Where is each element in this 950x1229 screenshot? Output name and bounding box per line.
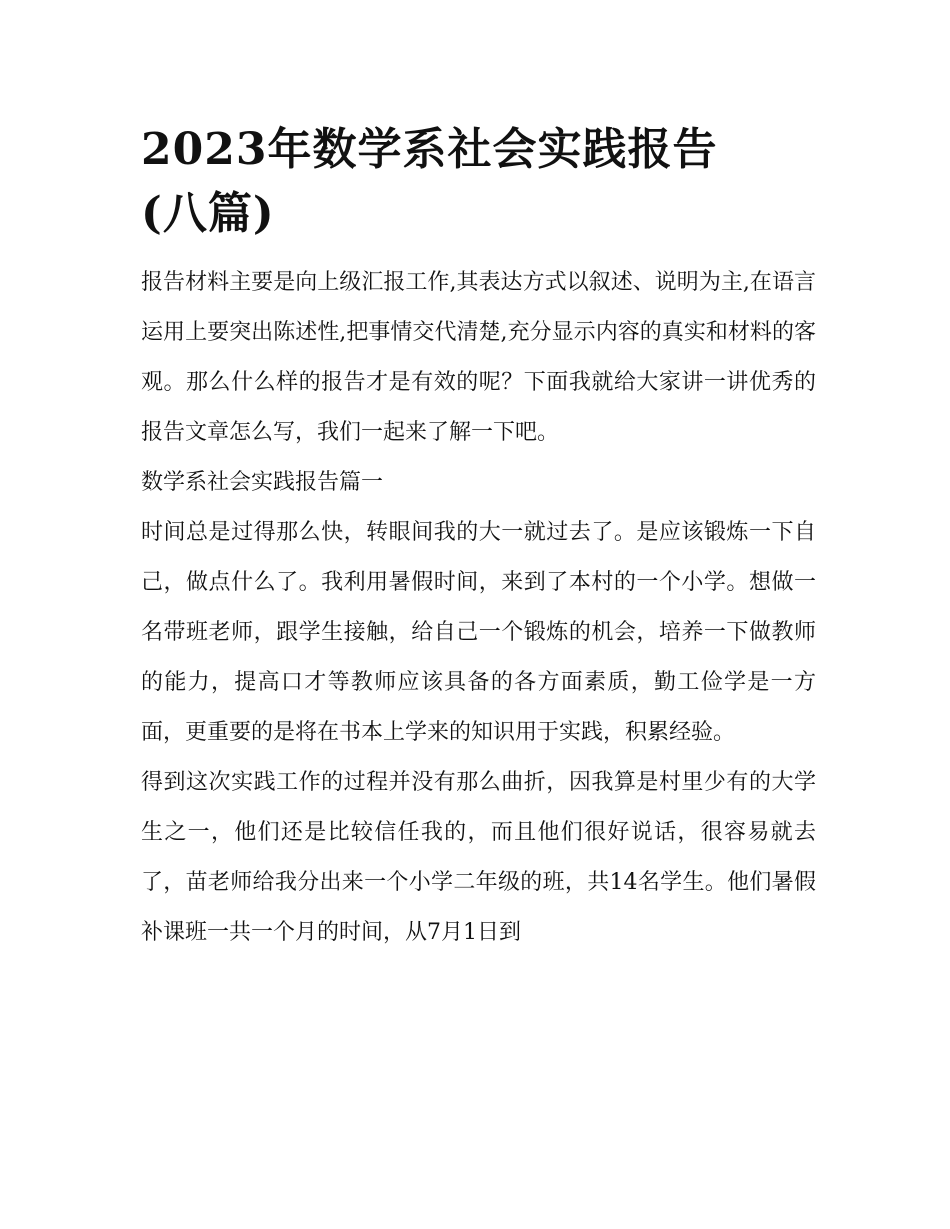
body-paragraph-1: 时间总是过得那么快，转眼间我的大一就过去了。是应该锻炼一下自己，做点什么了。我利用暑假时间，来到了本村的一个小学。想做一名带班老师，跟学生接触，给自己一个锻炼的机会，培养一下做教师的能力，提高口才等教师应该具备的各方面素质，勤工俭学是一方面，更重要的是将在书本上学来的知识用于实践，积累经验。 [141,520,816,745]
document-title [141,118,816,246]
title-line-2: (八篇) [141,188,275,239]
body-paragraph-2: 得到这次实践工作的过程并没有那么曲折，因我算是村里少有的大学生之一，他们还是比较信任我的，而且他们很好说话，很容易就去了，苗老师给我分出来一个小学二年级的班，共14名学生。他们暑假补课班一共一个月的时间，从7月1日到 [141,770,816,945]
section-heading: 数学系社会实践报告篇一 [141,470,384,495]
document-page [141,118,816,958]
intro-paragraph: 报告材料主要是向上级汇报工作,其表达方式以叙述、说明为主,在语言运用上要突出陈述性,把事情交代清楚,充分显示内容的真实和材料的客观。那么什么样的报告才是有效的呢？下面我就给大家讲一讲优秀的报告文章怎么写，我们一起来了解一下吧。 [141,270,816,445]
title-line-1: 2023年数学系社会实践报告 [141,124,718,175]
